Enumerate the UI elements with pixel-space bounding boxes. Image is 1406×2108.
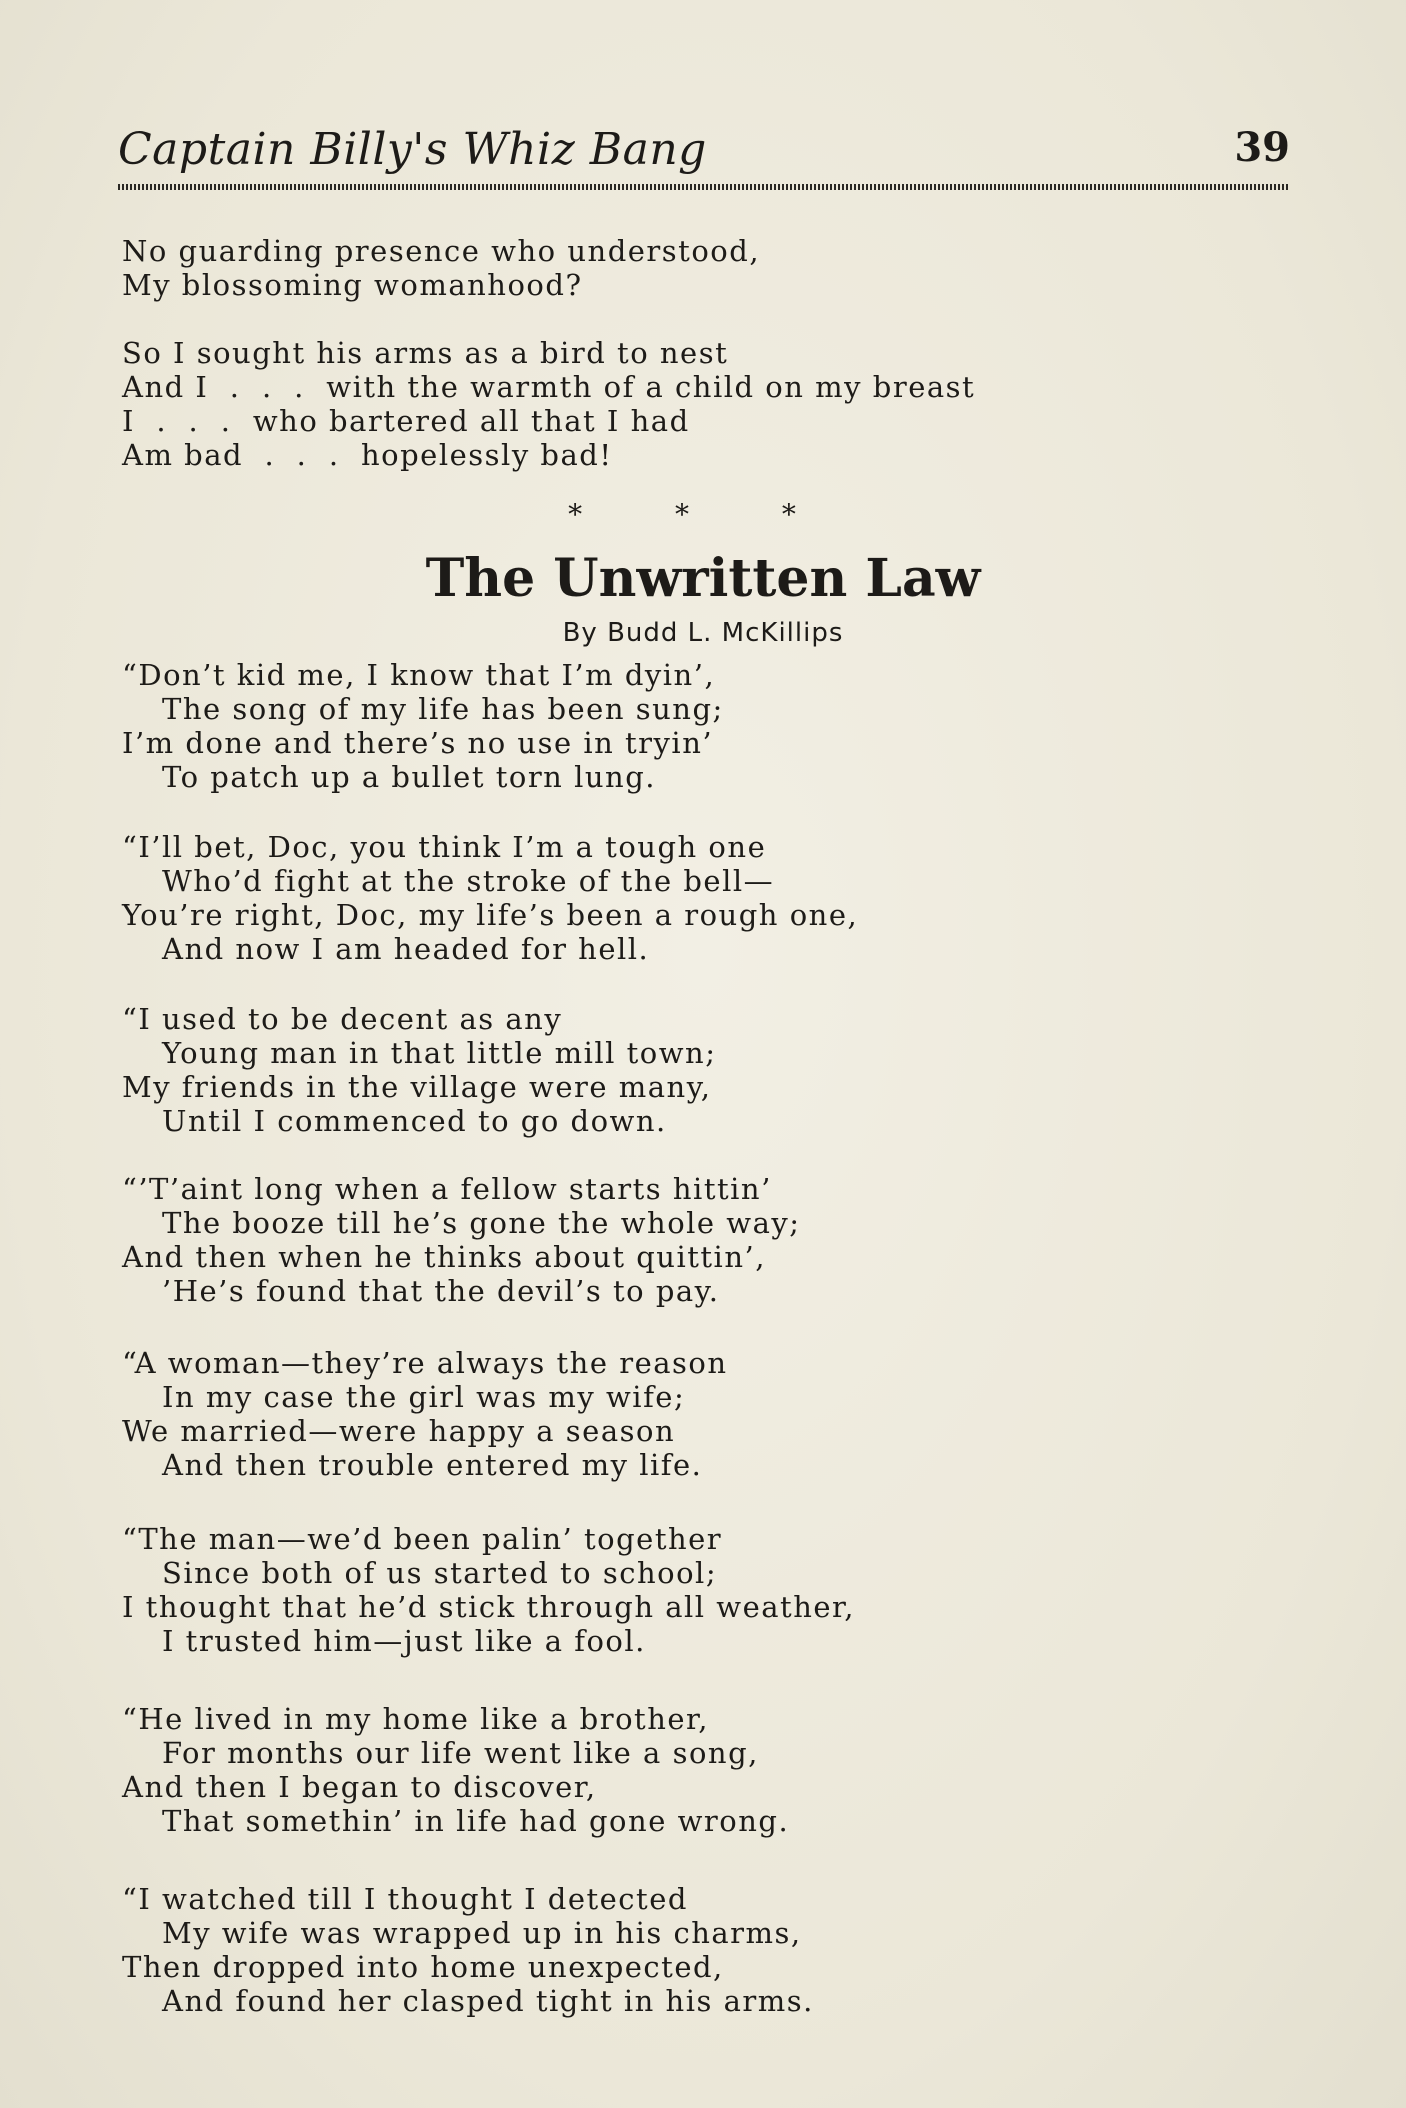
poem-line: And I . . . with the warmth of a child on my breast [122,370,976,404]
poem-line: In my case the girl was my wife; [162,1380,686,1414]
page-header [118,124,1290,186]
running-title: Captain Billy's Whiz Bang [118,124,707,175]
poem-line: And then trouble entered my life. [162,1448,703,1482]
poem-line: You’re right, Doc, my life’s been a rough one, [122,898,859,932]
poem-stanza [122,1346,1222,1482]
poem-title: The Unwritten Law [425,548,981,609]
poem-stanza [122,1172,1222,1308]
poem-line: To patch up a bullet torn lung. [162,760,656,794]
poem-line: Am bad . . . hopelessly bad! [122,438,613,472]
poem-line: “’T’aint long when a fellow starts hittin’ [122,1172,772,1206]
poem-line: “I’ll bet, Doc, you think I’m a tough one [122,830,767,864]
poem-line: My wife was wrapped up in his charms, [162,1916,802,1950]
poem-line: “A woman—they’re always the reason [122,1346,728,1380]
poem-line: “I used to be decent as any [122,1002,563,1036]
poem-line: So I sought his arms as a bird to nest [122,336,729,370]
poem-line: And now I am headed for hell. [162,932,650,966]
poem-byline: By Budd L. McKillips [562,618,844,648]
poem-line: The song of my life has been sung; [162,692,724,726]
poem-stanza [122,1522,1222,1658]
poem-line: “He lived in my home like a brother, [122,1702,709,1736]
preceding-stanza [122,234,1222,302]
poem-stanza [122,1002,1222,1138]
poem-line: “Don’t kid me, I know that I’m dyin’, [122,658,716,692]
poem-line: And then I began to discover, [122,1770,597,1804]
poem-line: For months our life went like a song, [162,1736,759,1770]
poem-line: Then dropped into home unexpected, [122,1950,724,1984]
poem-line: And found her clasped tight in his arms. [162,1984,814,2018]
poem-line: The booze till he’s gone the whole way; [162,1206,801,1240]
poem-stanza [122,658,1222,794]
poem-line: I thought that he’d stick through all weather, [122,1590,855,1624]
poem-stanza [122,830,1222,966]
poem-line: “The man—we’d been palin’ together [122,1522,723,1556]
poem-line: I’m done and there’s no use in tryin’ [122,726,714,760]
header-rule [118,184,1290,190]
poem-line: I trusted him—just like a fool. [162,1624,646,1658]
section-separator: * * * [568,498,838,531]
poem-line: “I watched till I thought I detected [122,1882,688,1916]
poem-line: Who’d fight at the stroke of the bell— [162,864,775,898]
poem-line: My blossoming womanhood? [122,268,583,302]
poem-line: My friends in the village were many, [122,1070,712,1104]
poem-line: No guarding presence who understood, [122,234,761,268]
poem-line: Until I commenced to go down. [162,1104,667,1138]
poem-line: ’He’s found that the devil’s to pay. [162,1274,720,1308]
poem-stanza [122,1882,1222,2018]
poem-line: I . . . who bartered all that I had [122,404,690,438]
poem-line: And then when he thinks about quittin’, [122,1240,766,1274]
poem-stanza [122,1702,1222,1838]
page-number: 39 [1234,124,1290,171]
poem-line: We married—were happy a season [122,1414,676,1448]
poem-line: Since both of us started to school; [162,1556,718,1590]
poem-line: Young man in that little mill town; [162,1036,717,1070]
poem-line: That somethin’ in life had gone wrong. [162,1804,790,1838]
preceding-stanza [122,336,1222,472]
